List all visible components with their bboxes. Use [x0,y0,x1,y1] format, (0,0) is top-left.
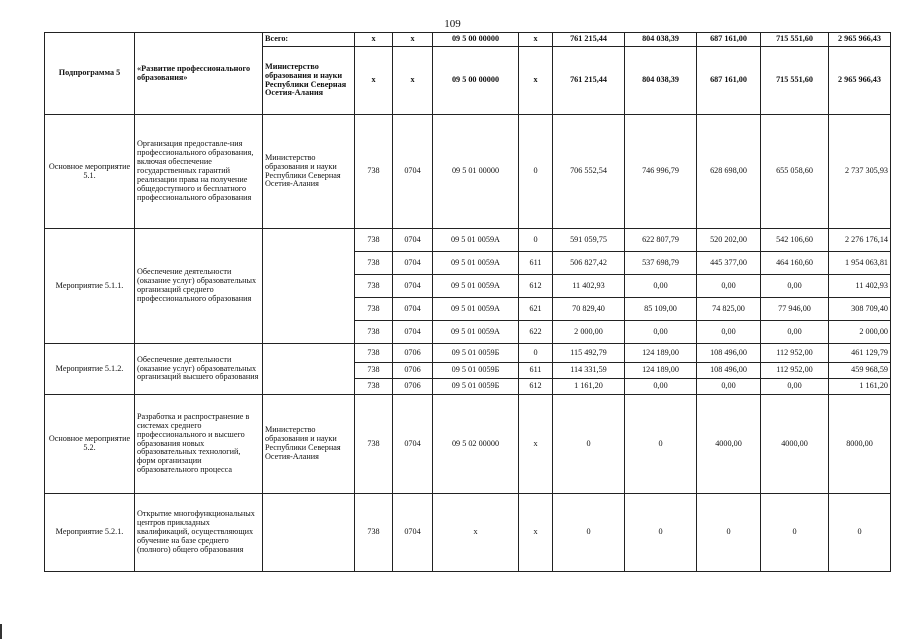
measure-5-2-v3: 4000,00 [697,395,761,494]
measure-5-2-row [45,395,891,494]
subprogram-name: «Развитие профессионального образования» [135,33,263,115]
measure-5-2-executor: Министерство образования и науки Республики Северная Осетия-Алания [263,395,355,494]
cell-rz: 0706 [393,344,433,363]
cell-v4: 464 160,60 [761,252,829,275]
cell-csr: 09 5 01 0059Б [433,344,519,363]
measure-5-1-row [45,115,891,229]
measure-5-2-1-vr: x [519,494,553,572]
measure-5-2-1-executor-empty [263,494,355,572]
cell-csr: 09 5 01 0059А [433,252,519,275]
cell-v1: 70 829,40 [553,298,625,321]
cell-total: 11 402,93 [829,275,891,298]
cell-csr: 09 5 01 0059А [433,298,519,321]
measure-5-2-1-csr: x [433,494,519,572]
measure-5-2-rz: 0704 [393,395,433,494]
cell-vr: 621 [519,298,553,321]
total-v2: 804 038,39 [625,33,697,47]
measure-5-1-1-label: Мероприятие 5.1.1. [45,229,135,344]
measure-5-1-2-label: Мероприятие 5.1.2. [45,344,135,395]
measure-5-1-v3: 628 698,00 [697,115,761,229]
total-col5: x [393,33,433,47]
total-label: Всего: [263,33,355,47]
measure-5-2-1-name: Открытие многофункциональных центров прикладных квалификаций, осуществляющих обучение на базе среднего (полного) общего образования [135,494,263,572]
cell-rz: 0704 [393,229,433,252]
subprogram-v4: 715 551,60 [761,47,829,115]
measure-5-1-v2: 746 996,79 [625,115,697,229]
cell-v1: 591 059,75 [553,229,625,252]
cell-total: 2 000,00 [829,321,891,344]
cell-grbs: 738 [355,298,393,321]
total-v3: 687 161,00 [697,33,761,47]
cell-total: 459 968,59 [829,363,891,379]
measure-5-2-1-total: 0 [829,494,891,572]
cell-v1: 1 161,20 [553,379,625,395]
cell-v3: 108 496,00 [697,344,761,363]
subprogram-total: 2 965 966,43 [829,47,891,115]
total-sum: 2 965 966,43 [829,33,891,47]
budget-table [44,32,891,572]
measure-5-1-v1: 706 552,54 [553,115,625,229]
cell-vr: 612 [519,379,553,395]
measure-5-1-executor: Министерство образования и науки Республики Северная Осетия-Алания [263,115,355,229]
measure-5-2-1-v1: 0 [553,494,625,572]
cell-vr: 611 [519,252,553,275]
cell-v2: 0,00 [625,275,697,298]
cell-total: 2 276 176,14 [829,229,891,252]
measure-5-1-grbs: 738 [355,115,393,229]
measure-5-1-rz: 0704 [393,115,433,229]
cell-v3: 0,00 [697,379,761,395]
subprogram-col5: x [393,47,433,115]
measure-5-1-1-row [45,229,891,252]
measure-5-1-label: Основное мероприятие 5.1. [45,115,135,229]
cell-v4: 77 946,00 [761,298,829,321]
measure-5-2-v1: 0 [553,395,625,494]
cell-rz: 0704 [393,298,433,321]
measure-5-1-v4: 655 058,60 [761,115,829,229]
subprogram-v2: 804 038,39 [625,47,697,115]
cell-v1: 11 402,93 [553,275,625,298]
total-col4: x [355,33,393,47]
measure-5-1-total: 2 737 305,93 [829,115,891,229]
measure-5-2-1-grbs: 738 [355,494,393,572]
measure-5-2-v2: 0 [625,395,697,494]
cell-vr: 622 [519,321,553,344]
total-vr: x [519,33,553,47]
measure-5-1-2-executor-empty [263,344,355,395]
measure-5-1-1-name: Обеспечение деятельности (оказание услуг) образовательных организаций среднего профессионального образования [135,229,263,344]
page-number: 109 [444,18,461,30]
cell-vr: 0 [519,229,553,252]
cell-v3: 0,00 [697,275,761,298]
cell-rz: 0704 [393,252,433,275]
subprogram-executor: Министерство образования и науки Республики Северная Осетия-Алания [263,47,355,115]
cell-vr: 612 [519,275,553,298]
cell-v1: 506 827,42 [553,252,625,275]
total-v1: 761 215,44 [553,33,625,47]
cell-grbs: 738 [355,379,393,395]
cell-csr: 09 5 01 0059Б [433,379,519,395]
cell-grbs: 738 [355,363,393,379]
measure-5-2-name: Разработка и распространение в системах среднего профессионального и высшего образования новых образовательных технологий, форм организации образовательного процесса [135,395,263,494]
measure-5-2-csr: 09 5 02 00000 [433,395,519,494]
cell-v4: 0,00 [761,321,829,344]
cell-vr: 0 [519,344,553,363]
subprogram-csr: 09 5 00 00000 [433,47,519,115]
subprogram-vr: x [519,47,553,115]
cell-v3: 445 377,00 [697,252,761,275]
measure-5-1-2-name: Обеспечение деятельности (оказание услуг) образовательных организаций высшего образования [135,344,263,395]
subprogram-label: Подпрограмма 5 [45,33,135,115]
cell-total: 461 129,79 [829,344,891,363]
measure-5-2-1-row [45,494,891,572]
measure-5-2-total: 8000,00 [829,395,891,494]
cell-v3: 520 202,00 [697,229,761,252]
cell-v2: 0,00 [625,379,697,395]
cell-v2: 124 189,00 [625,344,697,363]
cell-csr: 09 5 01 0059Б [433,363,519,379]
cell-csr: 09 5 01 0059А [433,321,519,344]
cell-total: 1 954 063,81 [829,252,891,275]
cell-v4: 542 106,60 [761,229,829,252]
subprogram-col4: x [355,47,393,115]
cell-v2: 537 698,79 [625,252,697,275]
total-row [45,33,891,47]
total-v4: 715 551,60 [761,33,829,47]
measure-5-2-1-v3: 0 [697,494,761,572]
cell-grbs: 738 [355,229,393,252]
measure-5-1-csr: 09 5 01 00000 [433,115,519,229]
cell-rz: 0704 [393,321,433,344]
cell-grbs: 738 [355,344,393,363]
cell-v4: 0,00 [761,379,829,395]
subprogram-v3: 687 161,00 [697,47,761,115]
cell-csr: 09 5 01 0059А [433,229,519,252]
measure-5-2-1-v4: 0 [761,494,829,572]
measure-5-2-1-v2: 0 [625,494,697,572]
cell-csr: 09 5 01 0059А [433,275,519,298]
measure-5-2-vr: x [519,395,553,494]
cell-grbs: 738 [355,252,393,275]
measure-5-1-1-executor-empty [263,229,355,344]
cell-v2: 124 189,00 [625,363,697,379]
cell-vr: 611 [519,363,553,379]
measure-5-2-1-rz: 0704 [393,494,433,572]
cell-v2: 0,00 [625,321,697,344]
cell-v4: 112 952,00 [761,344,829,363]
cell-v3: 0,00 [697,321,761,344]
cell-total: 1 161,20 [829,379,891,395]
cell-v4: 0,00 [761,275,829,298]
cell-total: 308 709,40 [829,298,891,321]
cell-v3: 74 825,00 [697,298,761,321]
cell-v2: 622 807,79 [625,229,697,252]
measure-5-2-label: Основное мероприятие 5.2. [45,395,135,494]
total-csr: 09 5 00 00000 [433,33,519,47]
subprogram-v1: 761 215,44 [553,47,625,115]
cell-rz: 0706 [393,363,433,379]
cell-v1: 115 492,79 [553,344,625,363]
cell-v1: 114 331,59 [553,363,625,379]
cell-v1: 2 000,00 [553,321,625,344]
cell-rz: 0706 [393,379,433,395]
scan-edge-mark [0,624,2,639]
measure-5-1-2-row [45,344,891,363]
cell-v2: 85 109,00 [625,298,697,321]
measure-5-2-1-label: Мероприятие 5.2.1. [45,494,135,572]
cell-grbs: 738 [355,321,393,344]
cell-rz: 0704 [393,275,433,298]
cell-v3: 108 496,00 [697,363,761,379]
cell-grbs: 738 [355,275,393,298]
measure-5-2-grbs: 738 [355,395,393,494]
cell-v4: 112 952,00 [761,363,829,379]
measure-5-2-v4: 4000,00 [761,395,829,494]
measure-5-1-vr: 0 [519,115,553,229]
measure-5-1-name: Организация предоставле-ния профессионального образования, включая обеспечение государственных гарантий реализации права на получение общедоступного и бесплатного профессионального образования [135,115,263,229]
